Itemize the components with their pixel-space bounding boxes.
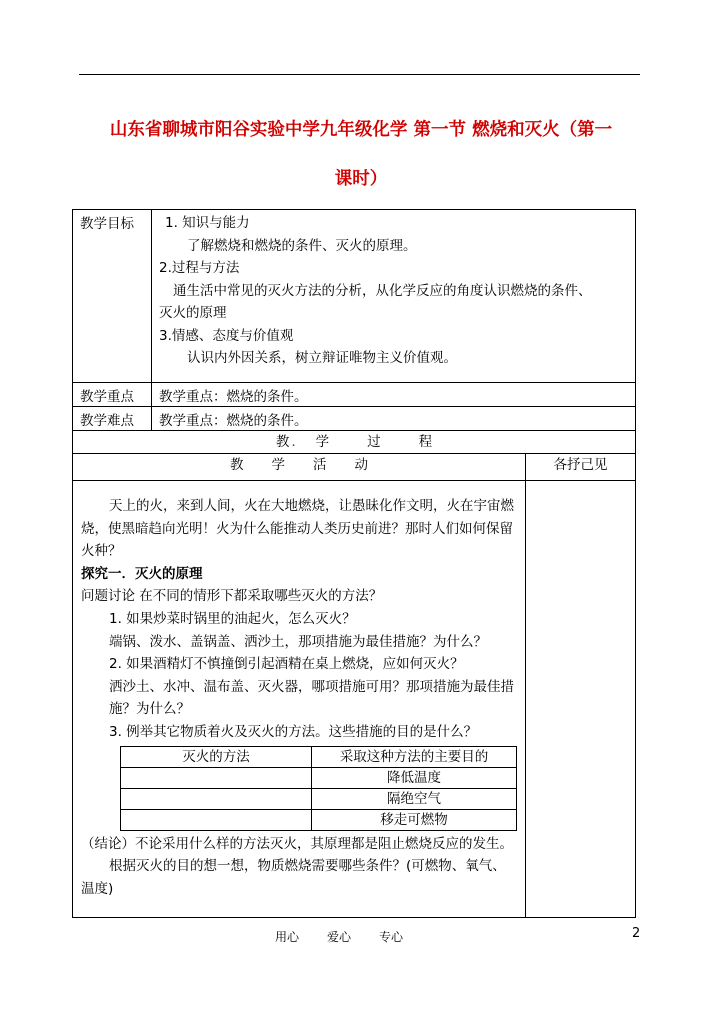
title-line-1: 山东省聊城市阳谷实验中学九年级化学 第一节 燃烧和灭火（第一 [109, 120, 613, 140]
activity-header-char: 教 [230, 457, 244, 473]
question-3: 3. 例举其它物质着火及灭火的方法。这些措施的目的是什么？ [109, 723, 478, 740]
purpose-cell: 降低温度 [312, 767, 517, 788]
activity-header-char: 学 [271, 457, 285, 473]
discussion-prompt: 问题讨论 在不同的情形下都采取哪些灭火的方法？ [81, 588, 383, 605]
inquiry-title: 探究一．灭火的原理 [81, 565, 203, 582]
question-2: 2. 如果酒精灯不慎撞倒引起酒精在桌上燃烧，应如何灭火？ [109, 656, 464, 673]
activity-header-char: 动 [354, 457, 368, 473]
goal-line: 灭火的原理 [159, 305, 227, 321]
process-header-char: 程 [418, 434, 433, 450]
key-points-row [73, 383, 636, 407]
activity-header-row [73, 454, 636, 481]
purpose-cell: 移走可燃物 [312, 809, 517, 830]
inner-table-row [121, 788, 517, 809]
goal-line: 3.情感、态度与价值观 [159, 327, 294, 344]
activity-header-char: 活 [313, 457, 327, 473]
goals-row [73, 210, 636, 383]
activity-body [73, 481, 526, 918]
activity-body-row [73, 481, 636, 918]
difficult-points-text: 教学重点：燃烧的条件。 [152, 407, 636, 431]
answer-options-2: 洒沙土、水冲、温布盖、灭火器，哪项措施可用？那项措施为最佳措施？为什么？ [109, 678, 514, 718]
goal-line: 1. 知识与能力 [165, 215, 250, 231]
goals-label: 教学目标 [73, 210, 152, 383]
method-cell [121, 767, 312, 788]
goals-content [152, 210, 636, 383]
footer-motto [275, 928, 431, 945]
process-header-char: 过 [367, 434, 381, 450]
footer-item: 爱心 [327, 930, 352, 944]
process-header-char: 学 [315, 434, 330, 450]
opinion-column [526, 481, 636, 918]
answer-options-1: 端锅、泼水、盖锅盖、洒沙土，那项措施为最佳措施？为什么？ [109, 633, 487, 650]
method-cell [121, 788, 312, 809]
key-points-text: 教学重点：燃烧的条件。 [152, 383, 636, 407]
title-line-2: 课时） [334, 169, 388, 189]
inner-table-row [121, 767, 517, 788]
method-cell [121, 809, 312, 830]
lesson-plan-table [72, 209, 636, 918]
purpose-cell: 隔绝空气 [312, 788, 517, 809]
process-header [73, 431, 636, 454]
inner-table-header [121, 746, 517, 767]
goal-line: 了解燃烧和燃烧的条件、灭火的原理。 [187, 237, 417, 254]
question-1: 1. 如果炒菜时锅里的油起火，怎么灭火？ [109, 610, 356, 627]
page-number: 2 [632, 926, 641, 941]
goal-line: 通生活中常见的灭火方法的分析，从化学反应的角度认识燃烧的条件、 [173, 282, 592, 299]
goal-line: 认识内外因关系，树立辩证唯物主义价值观。 [187, 350, 457, 366]
method-header: 灭火的方法 [121, 746, 312, 767]
process-header-row [73, 431, 636, 454]
document-title [72, 106, 650, 204]
footer-item: 专心 [379, 930, 404, 944]
process-header-char: . [291, 434, 296, 450]
conclusion: （结论）不论采用什么样的方法灭火，其原理都是阻止燃烧反应的发生。 [81, 835, 513, 852]
difficult-points-row [73, 407, 636, 431]
process-header-char: 教 [275, 434, 290, 450]
activity-header [73, 454, 526, 481]
footer-item: 用心 [275, 930, 300, 944]
difficult-points-label: 教学难点 [73, 407, 152, 431]
fire-extinguishing-table [120, 746, 517, 831]
opinion-header: 各抒己见 [526, 454, 636, 481]
inner-table-row [121, 809, 517, 830]
goal-line: 2.过程与方法 [159, 260, 240, 276]
header-rule [79, 74, 640, 75]
thinking-prompt: 根据灭火的目的想一想，物质燃烧需要哪些条件？(可燃物、氧气、温度) [81, 858, 506, 897]
intro-paragraph: 天上的火，来到人间，火在大地燃烧，让愚昧化作文明，火在宇宙燃烧，使黑暗趋向光明！火为什么能推动人类历史前进？那时人们如何保留火种？ [81, 498, 514, 560]
key-points-label: 教学重点 [73, 383, 152, 407]
purpose-header: 采取这种方法的主要目的 [312, 746, 517, 767]
